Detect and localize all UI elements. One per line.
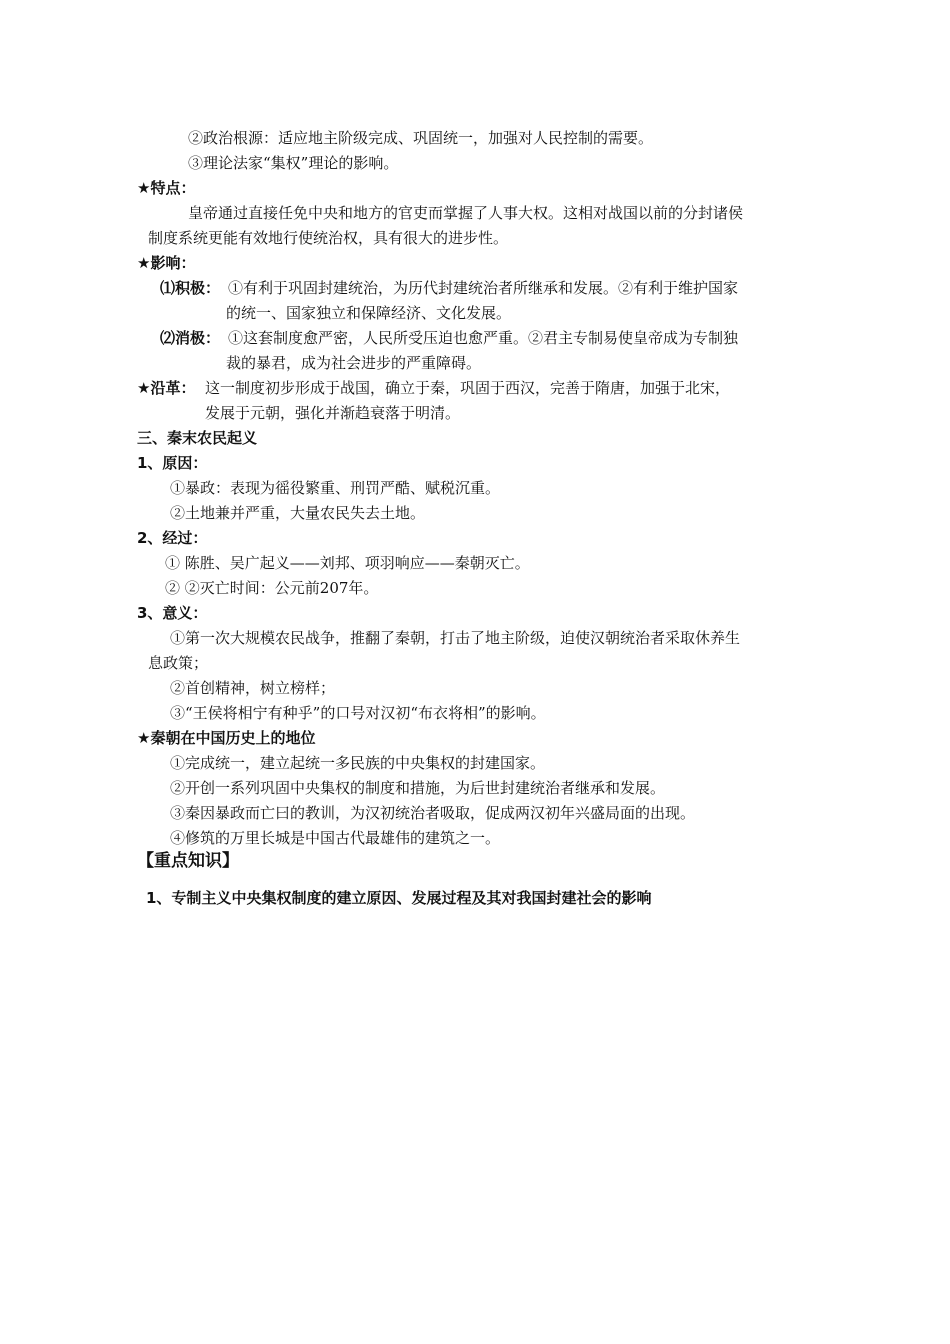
text-line: ③“王侯将相宁有种乎”的口号对汉初“布衣将相”的影响。	[170, 704, 546, 722]
sub-label: ⑵消极：	[160, 329, 221, 347]
text-line: ②首创精神，树立榜样；	[170, 679, 336, 697]
section-heading: ★秦朝在中国历史上的地位	[137, 729, 316, 747]
text-line: 发展于元朝，强化并渐趋衰落于明清。	[205, 404, 461, 422]
text-line: ① 陈胜、吴广起义——刘邦、项羽响应——秦朝灭亡。	[165, 554, 530, 572]
text-line: 制度系统更能有效地行使统治权，具有很大的进步性。	[148, 229, 509, 247]
text-line: ③理论法家“集权”理论的影响。	[188, 154, 399, 172]
text-line: ②土地兼并严重，大量农民失去土地。	[170, 504, 426, 522]
text-line: ② ②灭亡时间：公元前207年。	[165, 579, 379, 597]
section-heading: ★特点：	[137, 179, 196, 197]
text-line: ②政治根源：适应地主阶级完成、巩固统一，加强对人民控制的需要。	[188, 129, 654, 147]
sub-label: ⑴积极：	[160, 279, 221, 297]
text-line: 这一制度初步形成于战国，确立于秦，巩固于西汉，完善于隋唐，加强于北宋，	[205, 379, 731, 397]
text-line: 皇帝通过直接任免中央和地方的官吏而掌握了人事大权。这相对战国以前的分封诸侯	[188, 204, 744, 222]
text-line: ①完成统一，建立起统一多民族的中央集权的封建国家。	[170, 754, 546, 772]
section-heading: ★影响：	[137, 254, 196, 272]
text-line: ②开创一系列巩固中央集权的制度和措施，为后世封建统治者继承和发展。	[170, 779, 666, 797]
key-knowledge-heading: 【重点知识】	[137, 851, 239, 871]
text-line: 的统一、国家独立和保障经济、文化发展。	[226, 304, 512, 322]
text-line: ①这套制度愈严密，人民所受压迫也愈严重。②君主专制易使皇帝成为专制独	[228, 329, 739, 347]
text-line: 裁的暴君，成为社会进步的严重障碍。	[226, 354, 482, 372]
numbered-heading: 1、原因：	[137, 454, 208, 472]
text-line: ①有利于巩固封建统治，为历代封建统治者所继承和发展。②有利于维护国家	[228, 279, 739, 297]
key-knowledge-item: 1、专制主义中央集权制度的建立原因、发展过程及其对我国封建社会的影响	[146, 889, 652, 907]
numbered-heading: 2、经过：	[137, 529, 208, 547]
text-line: ①第一次大规模农民战争，推翻了秦朝，打击了地主阶级，迫使汉朝统治者采取休养生	[170, 629, 741, 647]
text-line: ①暴政：表现为徭役繁重、刑罚严酷、赋税沉重。	[170, 479, 501, 497]
section-heading: 三、秦末农民起义	[137, 429, 258, 447]
text-line: ④修筑的万里长城是中国古代最雄伟的建筑之一。	[170, 829, 501, 847]
numbered-heading: 3、意义：	[137, 604, 208, 622]
section-heading: ★沿革：	[137, 379, 196, 397]
text-line: ③秦因暴政而亡曰的教训，为汉初统治者吸取，促成两汉初年兴盛局面的出现。	[170, 804, 696, 822]
text-line: 息政策；	[148, 654, 209, 672]
